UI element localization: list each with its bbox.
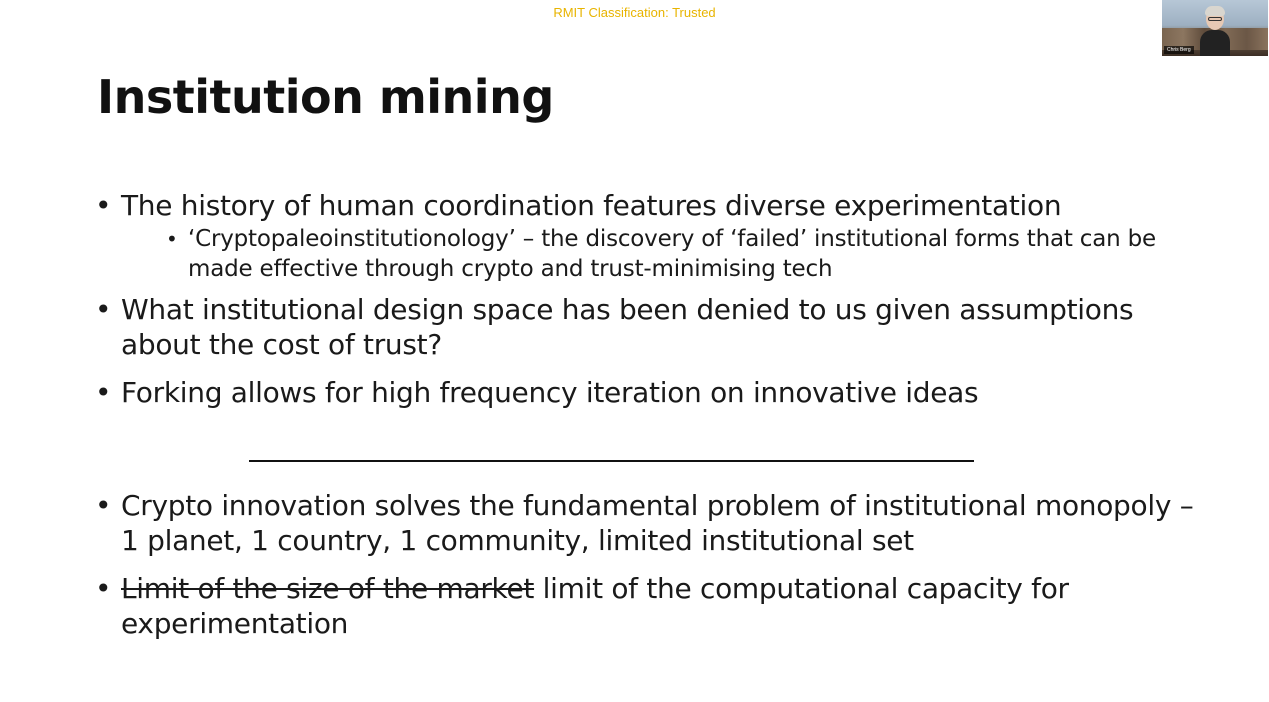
bullet-text: The history of human coordination features diverse experimentation xyxy=(121,189,1062,222)
bullet-dot: • xyxy=(166,227,178,251)
participant-name: Chris Berg xyxy=(1164,46,1194,54)
bullet-dot: • xyxy=(95,293,112,326)
bullet-dot: • xyxy=(95,489,112,522)
divider-line xyxy=(249,460,974,462)
sub-bullet-item xyxy=(166,224,1195,284)
bullet-text: Crypto innovation solves the fundamental problem of institutional monopoly – 1 planet, 1 country, 1 community, limited institutional set xyxy=(121,489,1194,557)
classification-label: RMIT Classification: Trusted xyxy=(553,5,716,20)
bullet-text: Forking allows for high frequency iteration on innovative ideas xyxy=(121,376,979,409)
bullet-list xyxy=(95,188,1195,410)
bullet-item xyxy=(95,488,1195,558)
bullet-item xyxy=(95,571,1195,641)
bullet-dot: • xyxy=(95,572,112,605)
bullet-text: limit of the computational capacity for experimentation xyxy=(121,572,1069,640)
bullet-dot: • xyxy=(95,376,112,409)
bullet-text: What institutional design space has been denied to us given assumptions about the cost of trust? xyxy=(121,293,1134,361)
webcam-participant xyxy=(1200,6,1230,54)
sub-bullet-text: ‘Cryptopaleoinstitutionology’ – the discovery of ‘failed’ institutional forms that can be made effective through crypto and trust-minimising tech xyxy=(188,226,1156,282)
bullet-item xyxy=(95,188,1195,284)
bullet-item xyxy=(95,292,1195,362)
bullet-item xyxy=(95,375,1195,410)
slide-title: Institution mining xyxy=(97,70,554,124)
bullet-list-lower xyxy=(95,488,1195,641)
webcam-video-tile[interactable] xyxy=(1162,0,1268,56)
struck-text: Limit of the size of the market xyxy=(121,572,535,605)
bullet-dot: • xyxy=(95,189,112,222)
